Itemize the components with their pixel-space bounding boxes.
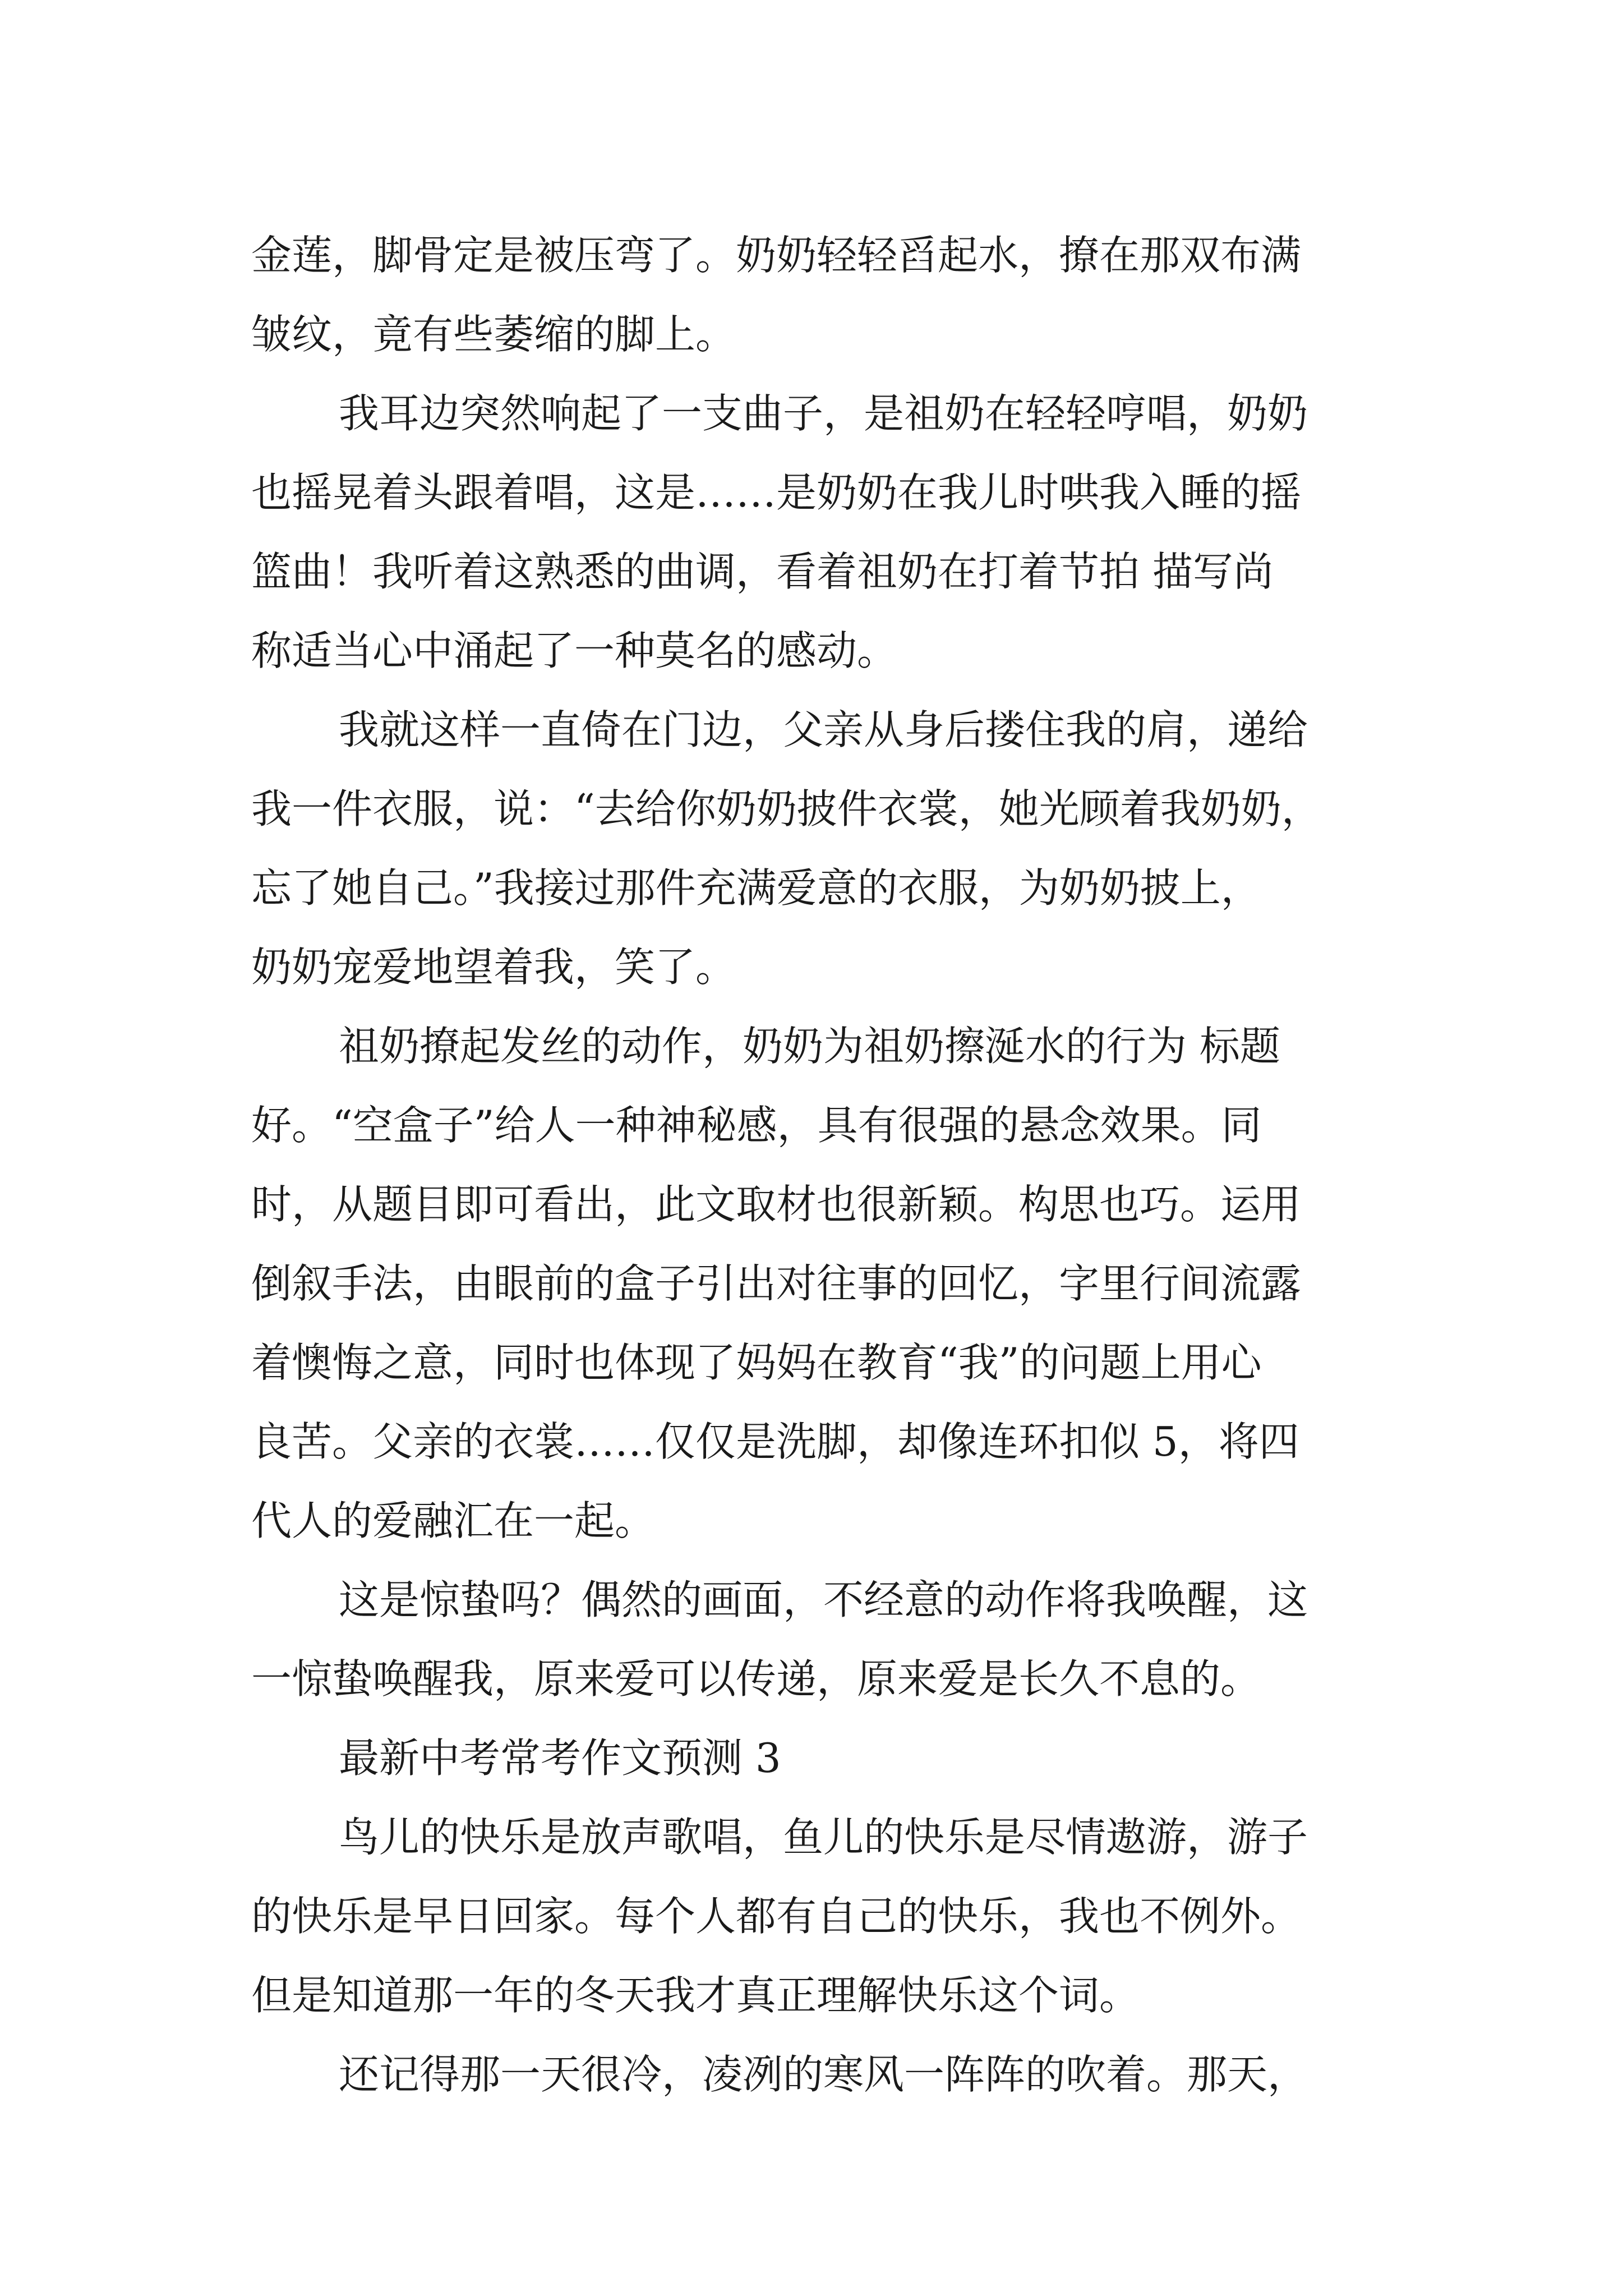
text-line: 但是知道那一年的冬天我才真正理解快乐这个词。	[251, 1972, 1140, 2019]
text-line: 这是惊蛰吗？偶然的画面，不经意的动作将我唤醒，这	[339, 1576, 1308, 1623]
text-line: 金莲，脚骨定是被压弯了。奶奶轻轻舀起水，撩在那双布满	[251, 232, 1302, 279]
text-line: 称适当心中涌起了一种莫名的感动。	[251, 627, 898, 674]
text-line: 也摇晃着头跟着唱，这是……是奶奶在我儿时哄我入睡的摇	[251, 469, 1302, 516]
text-line: 祖奶撩起发丝的动作，奶奶为祖奶擦涎水的行为 标题	[339, 1023, 1280, 1070]
text-line: 倒叙手法，由眼前的盒子引出对往事的回忆，字里行间流露	[251, 1260, 1302, 1307]
text-line: 良苦。父亲的衣裳……仅仅是洗脚，却像连环扣似 5，将四	[251, 1418, 1299, 1465]
text-line: 我就这样一直倚在门边，父亲从身后搂住我的肩，递给	[339, 706, 1308, 753]
text-line: 皱纹，竟有些萎缩的脚上。	[251, 311, 736, 358]
text-line: 还记得那一天很冷，凌冽的寒风一阵阵的吹着。那天，	[339, 2051, 1308, 2098]
paragraph-3	[251, 691, 1373, 1007]
section-heading: 最新中考常考作文预测 3	[339, 1734, 781, 1782]
text-line: 时，从题目即可看出，此文取材也很新颖。构思也巧。运用	[251, 1181, 1302, 1228]
text-line: 我耳边突然响起了一支曲子，是祖奶在轻轻哼唱，奶奶	[339, 390, 1308, 437]
paragraph-2	[251, 374, 1373, 691]
paragraph-7	[251, 2035, 1373, 2114]
paragraph-4	[251, 1007, 1373, 1561]
document-body	[251, 216, 1373, 2114]
paragraph-6	[251, 1798, 1373, 2035]
text-line: 一惊蛰唤醒我，原来爱可以传递，原来爱是长久不息的。	[251, 1655, 1261, 1703]
text-line: 代人的爱融汇在一起。	[251, 1497, 656, 1544]
text-line: 奶奶宠爱地望着我，笑了。	[251, 944, 736, 991]
text-line: 好。“空盒子”给人一种神秘感，具有很强的悬念效果。同	[251, 1102, 1262, 1149]
text-line: 篮曲！我听着这熟悉的曲调，看着祖奶在打着节拍 描写尚	[251, 548, 1274, 595]
paragraph-5	[251, 1561, 1373, 1719]
text-line: 着懊悔之意，同时也体现了妈妈在教育“我”的问题上用心	[251, 1339, 1262, 1386]
text-line: 我一件衣服，说：“去给你奶奶披件衣裳，她光顾着我奶奶，	[251, 785, 1322, 832]
text-line: 的快乐是早日回家。每个人都有自己的快乐，我也不例外。	[251, 1893, 1302, 1940]
text-line: 忘了她自己。”我接过那件充满爱意的衣服，为奶奶披上，	[251, 864, 1261, 912]
paragraph-1	[251, 216, 1373, 374]
text-line: 鸟儿的快乐是放声歌唱，鱼儿的快乐是尽情遨游，游子	[339, 1814, 1308, 1861]
